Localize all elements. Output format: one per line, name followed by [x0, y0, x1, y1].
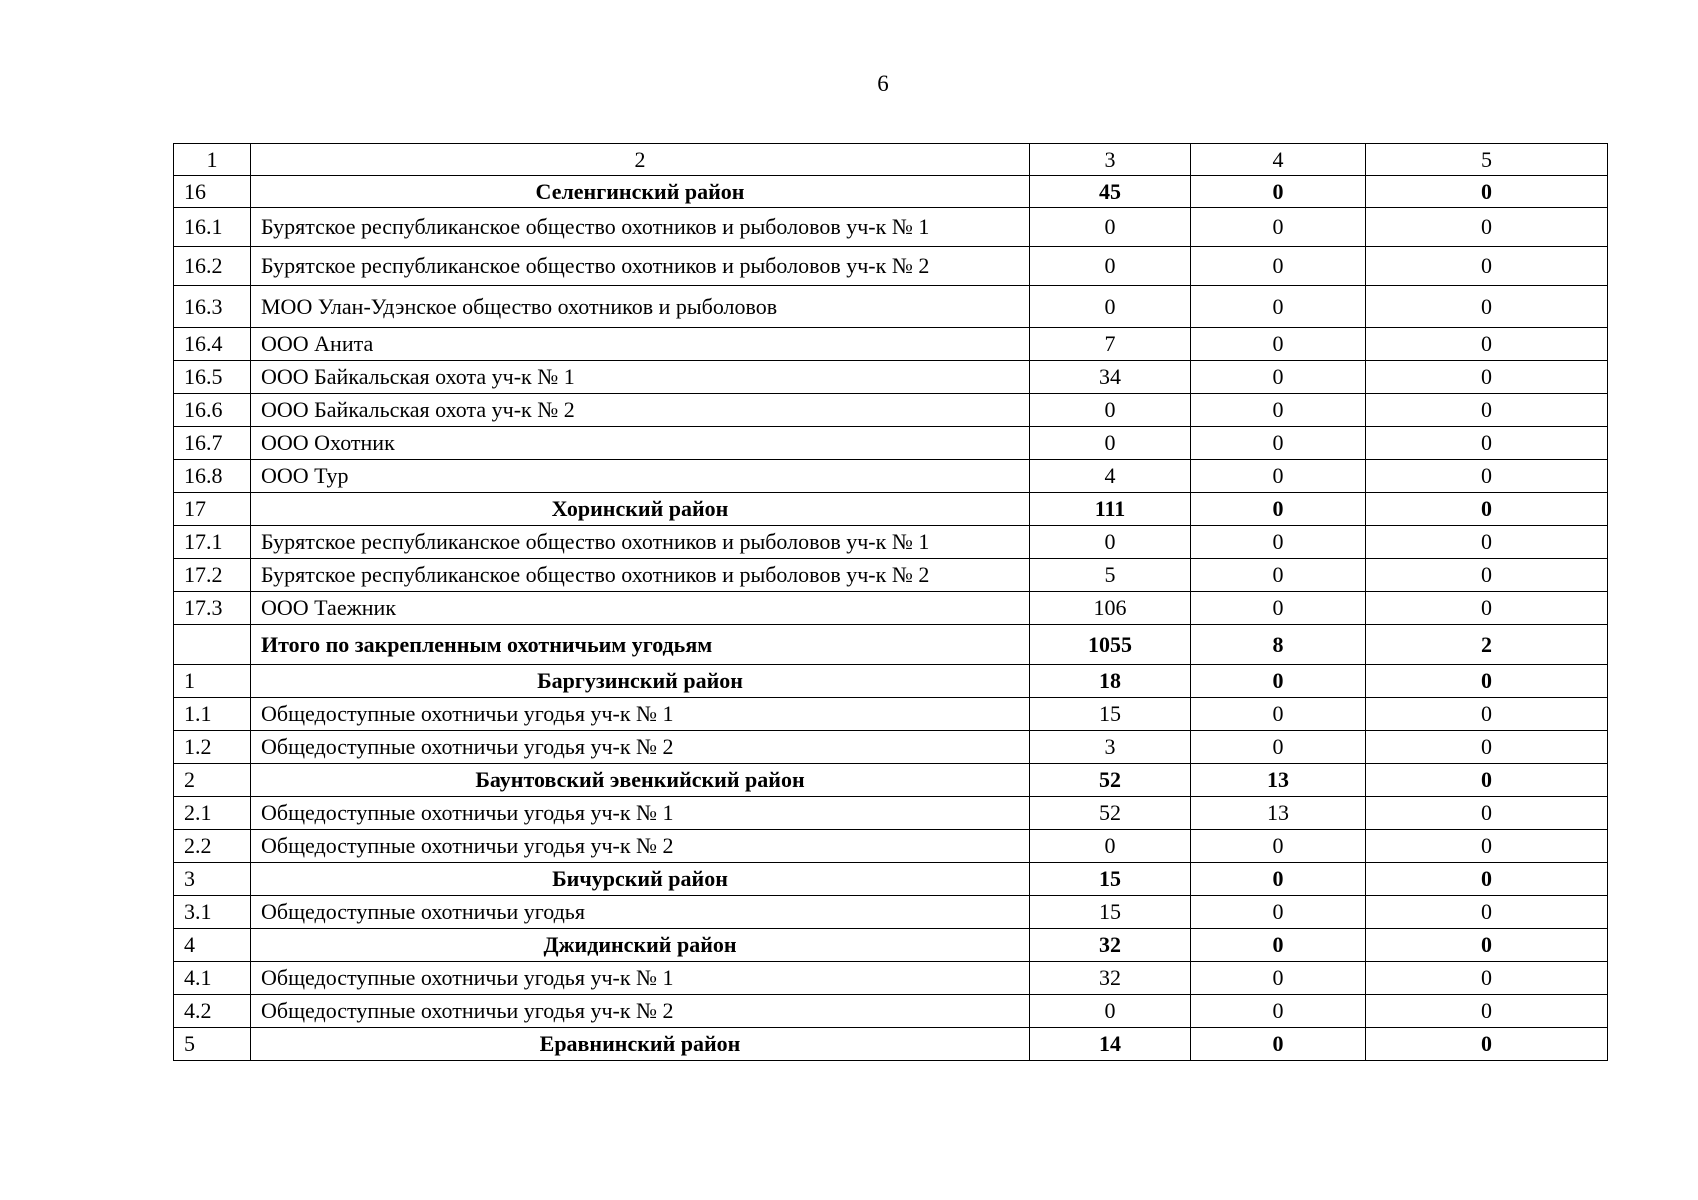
- row-number-cell: 17.3: [174, 592, 251, 625]
- col4-value-cell: 0: [1191, 328, 1366, 361]
- district-row: [174, 929, 1608, 962]
- col4-value-cell: 0: [1191, 493, 1366, 526]
- row-number-cell: 17.2: [174, 559, 251, 592]
- row-number-cell: 1.2: [174, 731, 251, 764]
- header-cell: 4: [1191, 144, 1366, 176]
- table-row: [174, 559, 1608, 592]
- row-number-cell: 5: [174, 1028, 251, 1061]
- col5-value-cell: 0: [1366, 526, 1608, 559]
- col5-value-cell: 0: [1366, 328, 1608, 361]
- col3-value-cell: 106: [1030, 592, 1191, 625]
- row-number-cell: 16.6: [174, 394, 251, 427]
- row-name-cell: МОО Улан-Удэнское общество охотников и рыболовов: [251, 286, 1030, 328]
- col5-value-cell: 2: [1366, 625, 1608, 665]
- row-number-cell: 16.2: [174, 247, 251, 286]
- row-name-cell: Баргузинский район: [251, 665, 1030, 698]
- table-row: [174, 286, 1608, 328]
- row-number-cell: 2.2: [174, 830, 251, 863]
- row-name-cell: Общедоступные охотничьи угодья уч-к № 2: [251, 995, 1030, 1028]
- row-name-cell: Общедоступные охотничьи угодья уч-к № 2: [251, 830, 1030, 863]
- col4-value-cell: 0: [1191, 896, 1366, 929]
- row-number-cell: 4.1: [174, 962, 251, 995]
- col4-value-cell: 0: [1191, 460, 1366, 493]
- row-number-cell: 3.1: [174, 896, 251, 929]
- col3-value-cell: 32: [1030, 962, 1191, 995]
- table-row: [174, 592, 1608, 625]
- header-cell: 5: [1366, 144, 1608, 176]
- col5-value-cell: 0: [1366, 797, 1608, 830]
- row-number-cell: 17: [174, 493, 251, 526]
- col3-value-cell: 14: [1030, 1028, 1191, 1061]
- header-cell: 2: [251, 144, 1030, 176]
- row-number-cell: 3: [174, 863, 251, 896]
- col3-value-cell: 15: [1030, 896, 1191, 929]
- col4-value-cell: 0: [1191, 592, 1366, 625]
- col3-value-cell: 3: [1030, 731, 1191, 764]
- total-row: [174, 625, 1608, 665]
- col4-value-cell: 0: [1191, 427, 1366, 460]
- row-number-cell: 4.2: [174, 995, 251, 1028]
- data-table: [173, 143, 1608, 1061]
- col3-value-cell: 111: [1030, 493, 1191, 526]
- col4-value-cell: 0: [1191, 665, 1366, 698]
- col5-value-cell: 0: [1366, 247, 1608, 286]
- col5-value-cell: 0: [1366, 1028, 1608, 1061]
- col4-value-cell: 0: [1191, 526, 1366, 559]
- table-row: [174, 698, 1608, 731]
- col3-value-cell: 0: [1030, 247, 1191, 286]
- col3-value-cell: 0: [1030, 526, 1191, 559]
- col3-value-cell: 4: [1030, 460, 1191, 493]
- col3-value-cell: 52: [1030, 764, 1191, 797]
- row-number-cell: 16.3: [174, 286, 251, 328]
- row-name-cell: Бурятское республиканское общество охотников и рыболовов уч-к № 1: [251, 208, 1030, 247]
- row-name-cell: Общедоступные охотничьи угодья уч-к № 1: [251, 698, 1030, 731]
- col3-value-cell: 5: [1030, 559, 1191, 592]
- col4-value-cell: 0: [1191, 559, 1366, 592]
- col4-value-cell: 0: [1191, 176, 1366, 208]
- col4-value-cell: 0: [1191, 208, 1366, 247]
- row-name-cell: Хоринский район: [251, 493, 1030, 526]
- district-row: [174, 176, 1608, 208]
- col3-value-cell: 32: [1030, 929, 1191, 962]
- col3-value-cell: 0: [1030, 830, 1191, 863]
- col5-value-cell: 0: [1366, 592, 1608, 625]
- col4-value-cell: 0: [1191, 698, 1366, 731]
- table-row: [174, 208, 1608, 247]
- row-name-cell: Бурятское республиканское общество охотников и рыболовов уч-к № 2: [251, 559, 1030, 592]
- col5-value-cell: 0: [1366, 698, 1608, 731]
- row-number-cell: 16.8: [174, 460, 251, 493]
- col4-value-cell: 0: [1191, 731, 1366, 764]
- table-body: [174, 144, 1608, 1061]
- col4-value-cell: 0: [1191, 247, 1366, 286]
- header-cell: 3: [1030, 144, 1191, 176]
- row-name-cell: Итого по закрепленным охотничьим угодьям: [251, 625, 1030, 665]
- table-row: [174, 328, 1608, 361]
- col5-value-cell: 0: [1366, 863, 1608, 896]
- col5-value-cell: 0: [1366, 286, 1608, 328]
- table-row: [174, 526, 1608, 559]
- col4-value-cell: 0: [1191, 962, 1366, 995]
- col5-value-cell: 0: [1366, 995, 1608, 1028]
- table-row: [174, 460, 1608, 493]
- row-number-cell: 16.4: [174, 328, 251, 361]
- col5-value-cell: 0: [1366, 929, 1608, 962]
- row-number-cell: [174, 625, 251, 665]
- col5-value-cell: 0: [1366, 731, 1608, 764]
- table-row: [174, 361, 1608, 394]
- row-number-cell: 16.7: [174, 427, 251, 460]
- col3-value-cell: 0: [1030, 286, 1191, 328]
- col4-value-cell: 0: [1191, 361, 1366, 394]
- row-name-cell: Бурятское республиканское общество охотников и рыболовов уч-к № 1: [251, 526, 1030, 559]
- row-name-cell: Селенгинский район: [251, 176, 1030, 208]
- table-row: [174, 247, 1608, 286]
- col5-value-cell: 0: [1366, 764, 1608, 797]
- district-row: [174, 493, 1608, 526]
- row-name-cell: Бурятское республиканское общество охотников и рыболовов уч-к № 2: [251, 247, 1030, 286]
- row-name-cell: Бичурский район: [251, 863, 1030, 896]
- page-number: 6: [877, 71, 889, 96]
- col5-value-cell: 0: [1366, 208, 1608, 247]
- col4-value-cell: 13: [1191, 797, 1366, 830]
- col3-value-cell: 15: [1030, 698, 1191, 731]
- row-name-cell: Общедоступные охотничьи угодья уч-к № 2: [251, 731, 1030, 764]
- row-name-cell: Баунтовский эвенкийский район: [251, 764, 1030, 797]
- row-name-cell: ООО Охотник: [251, 427, 1030, 460]
- col4-value-cell: 0: [1191, 1028, 1366, 1061]
- row-name-cell: ООО Анита: [251, 328, 1030, 361]
- row-number-cell: 2.1: [174, 797, 251, 830]
- col3-value-cell: 45: [1030, 176, 1191, 208]
- col3-value-cell: 0: [1030, 995, 1191, 1028]
- col4-value-cell: 0: [1191, 929, 1366, 962]
- header-cell: 1: [174, 144, 251, 176]
- table-row: [174, 896, 1608, 929]
- table-row: [174, 394, 1608, 427]
- row-name-cell: Еравнинский район: [251, 1028, 1030, 1061]
- row-number-cell: 1: [174, 665, 251, 698]
- district-row: [174, 863, 1608, 896]
- col4-value-cell: 13: [1191, 764, 1366, 797]
- row-name-cell: Общедоступные охотничьи угодья: [251, 896, 1030, 929]
- col4-value-cell: 0: [1191, 995, 1366, 1028]
- col5-value-cell: 0: [1366, 361, 1608, 394]
- row-number-cell: 2: [174, 764, 251, 797]
- col5-value-cell: 0: [1366, 176, 1608, 208]
- col3-value-cell: 34: [1030, 361, 1191, 394]
- table-row: [174, 962, 1608, 995]
- col4-value-cell: 0: [1191, 394, 1366, 427]
- row-number-cell: 16.1: [174, 208, 251, 247]
- col3-value-cell: 1055: [1030, 625, 1191, 665]
- table-header-row: [174, 144, 1608, 176]
- row-name-cell: Общедоступные охотничьи угодья уч-к № 1: [251, 797, 1030, 830]
- district-row: [174, 1028, 1608, 1061]
- col5-value-cell: 0: [1366, 460, 1608, 493]
- col5-value-cell: 0: [1366, 665, 1608, 698]
- col4-value-cell: 8: [1191, 625, 1366, 665]
- table-row: [174, 995, 1608, 1028]
- col5-value-cell: 0: [1366, 896, 1608, 929]
- col3-value-cell: 7: [1030, 328, 1191, 361]
- col3-value-cell: 18: [1030, 665, 1191, 698]
- row-number-cell: 4: [174, 929, 251, 962]
- col5-value-cell: 0: [1366, 394, 1608, 427]
- col5-value-cell: 0: [1366, 493, 1608, 526]
- col4-value-cell: 0: [1191, 286, 1366, 328]
- table-row: [174, 830, 1608, 863]
- col3-value-cell: 52: [1030, 797, 1191, 830]
- row-name-cell: ООО Тур: [251, 460, 1030, 493]
- row-number-cell: 1.1: [174, 698, 251, 731]
- table-row: [174, 427, 1608, 460]
- row-number-cell: 17.1: [174, 526, 251, 559]
- col3-value-cell: 0: [1030, 208, 1191, 247]
- district-row: [174, 665, 1608, 698]
- col5-value-cell: 0: [1366, 962, 1608, 995]
- district-row: [174, 764, 1608, 797]
- col3-value-cell: 15: [1030, 863, 1191, 896]
- row-name-cell: ООО Таежник: [251, 592, 1030, 625]
- row-name-cell: Общедоступные охотничьи угодья уч-к № 1: [251, 962, 1030, 995]
- col3-value-cell: 0: [1030, 427, 1191, 460]
- col5-value-cell: 0: [1366, 559, 1608, 592]
- row-name-cell: ООО Байкальская охота уч-к № 1: [251, 361, 1030, 394]
- col5-value-cell: 0: [1366, 427, 1608, 460]
- col3-value-cell: 0: [1030, 394, 1191, 427]
- table-row: [174, 797, 1608, 830]
- col4-value-cell: 0: [1191, 863, 1366, 896]
- table-row: [174, 731, 1608, 764]
- col4-value-cell: 0: [1191, 830, 1366, 863]
- col5-value-cell: 0: [1366, 830, 1608, 863]
- row-name-cell: ООО Байкальская охота уч-к № 2: [251, 394, 1030, 427]
- row-name-cell: Джидинский район: [251, 929, 1030, 962]
- row-number-cell: 16: [174, 176, 251, 208]
- row-number-cell: 16.5: [174, 361, 251, 394]
